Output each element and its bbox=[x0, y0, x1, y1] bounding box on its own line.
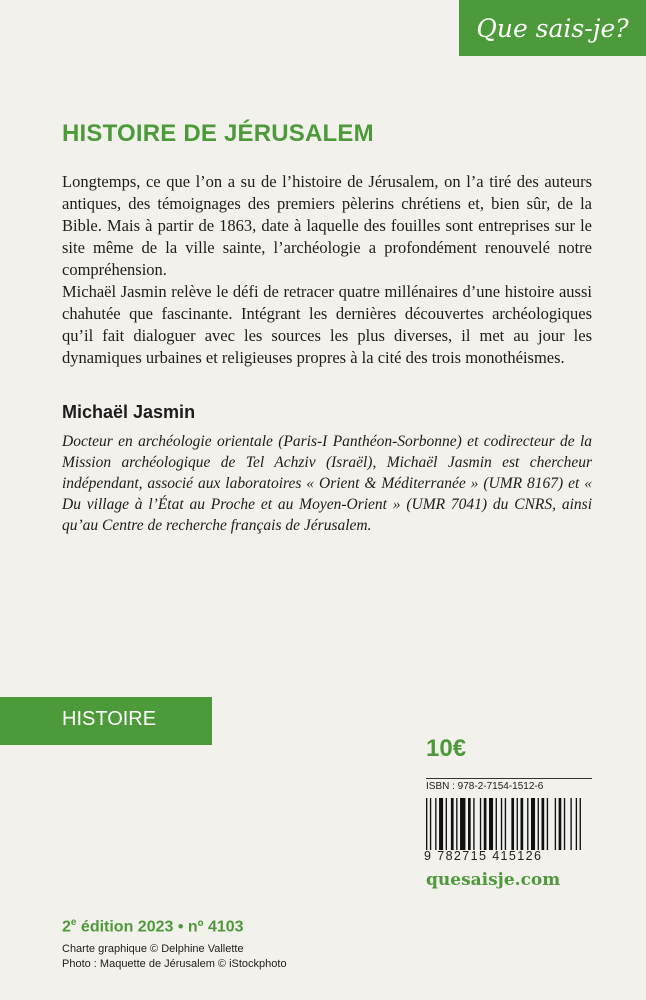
barcode-bar bbox=[547, 798, 548, 850]
description-paragraph-2: Michaël Jasmin relève le défi de retracer quatre millénaires d’une histoire aussi chahutée que fascinante. Intégrant les dernières découvertes archéologiques qu’il fait dialoguer avec les sources les plus diverses, il met au jour les dynamiques urbaines et religieuses propres à la cité des trois monothéismes. bbox=[62, 282, 592, 367]
edition-info bbox=[62, 917, 244, 936]
barcode-bar bbox=[580, 798, 581, 850]
barcode-bar bbox=[505, 798, 506, 850]
photo-credit: Photo : Maquette de Jérusalem © iStockphoto bbox=[62, 958, 287, 970]
barcode-bar bbox=[538, 798, 539, 850]
book-title: HISTOIRE DE JÉRUSALEM bbox=[62, 120, 374, 147]
author-bio: Docteur en archéologie orientale (Paris-I Panthéon-Sorbonne) et codirecteur de la Mission archéologique de Tel Achziv (Israël), Michaël Jasmin est chercheur indépendant, associé aux laboratoires « Orient & Méditerranée » (UMR 8167) et « Du village à l’État au Proche et au Moyen-Orient » (UMR 7041) du CNRS, ainsi qu’au Centre de recherche français de Jérusalem. bbox=[62, 433, 592, 534]
barcode-bar bbox=[484, 798, 487, 850]
barcode-bar bbox=[426, 798, 427, 850]
barcode-bar bbox=[511, 798, 514, 850]
barcode-bar bbox=[559, 798, 562, 850]
author-name: Michaël Jasmin bbox=[62, 402, 196, 422]
brand-logo bbox=[459, 0, 646, 56]
barcode-bar bbox=[542, 798, 545, 850]
barcode-bar bbox=[439, 798, 443, 850]
barcode-bar bbox=[480, 798, 481, 850]
barcode-icon bbox=[426, 798, 590, 850]
barcode-bar bbox=[531, 798, 535, 850]
barcode-bar bbox=[456, 798, 457, 850]
isbn-divider bbox=[426, 778, 592, 779]
barcode-bar bbox=[501, 798, 502, 850]
design-credit: Charte graphique © Delphine Vallette bbox=[62, 943, 244, 955]
barcode-bar bbox=[435, 798, 436, 850]
barcode-bar bbox=[451, 798, 454, 850]
barcode-digits: 9 782715 415126 bbox=[424, 849, 543, 863]
barcode-bar bbox=[521, 798, 524, 850]
barcode-bar bbox=[489, 798, 493, 850]
barcode-bar bbox=[517, 798, 518, 850]
website-link: quesaisje.com bbox=[426, 870, 561, 890]
barcode-bar bbox=[468, 798, 471, 850]
barcode-bar bbox=[473, 798, 474, 850]
price: 10€ bbox=[426, 735, 467, 762]
barcode-bar bbox=[460, 798, 465, 850]
brand-text: Que sais-je? bbox=[476, 13, 629, 43]
barcode-bar bbox=[446, 798, 447, 850]
edition-number: 2 bbox=[62, 918, 71, 936]
barcode-bar bbox=[555, 798, 556, 850]
barcode-bar bbox=[570, 798, 571, 850]
description-paragraph-1: Longtemps, ce que l’on a su de l’histoire de Jérusalem, on l’a tiré des auteurs antiques, des témoignages des premiers pèlerins chrétiens et, bien sûr, de la Bible. Mais à partir de 1863, date à laquelle des fouilles sont entreprises sur le site même de la ville sainte, l’archéologie a profondément renouvelé notre compréhension. bbox=[62, 172, 592, 279]
barcode-bar bbox=[564, 798, 565, 850]
edition-suffix: e bbox=[70, 917, 77, 928]
edition-rest: édition 2023 • nº 4103 bbox=[76, 918, 244, 936]
isbn: ISBN : 978-2-7154-1512-6 bbox=[426, 781, 544, 792]
category-label: HISTOIRE bbox=[62, 708, 157, 730]
barcode-bar bbox=[496, 798, 497, 850]
barcode-bar bbox=[430, 798, 431, 850]
barcode-bar bbox=[527, 798, 528, 850]
barcode-bar bbox=[576, 798, 577, 850]
